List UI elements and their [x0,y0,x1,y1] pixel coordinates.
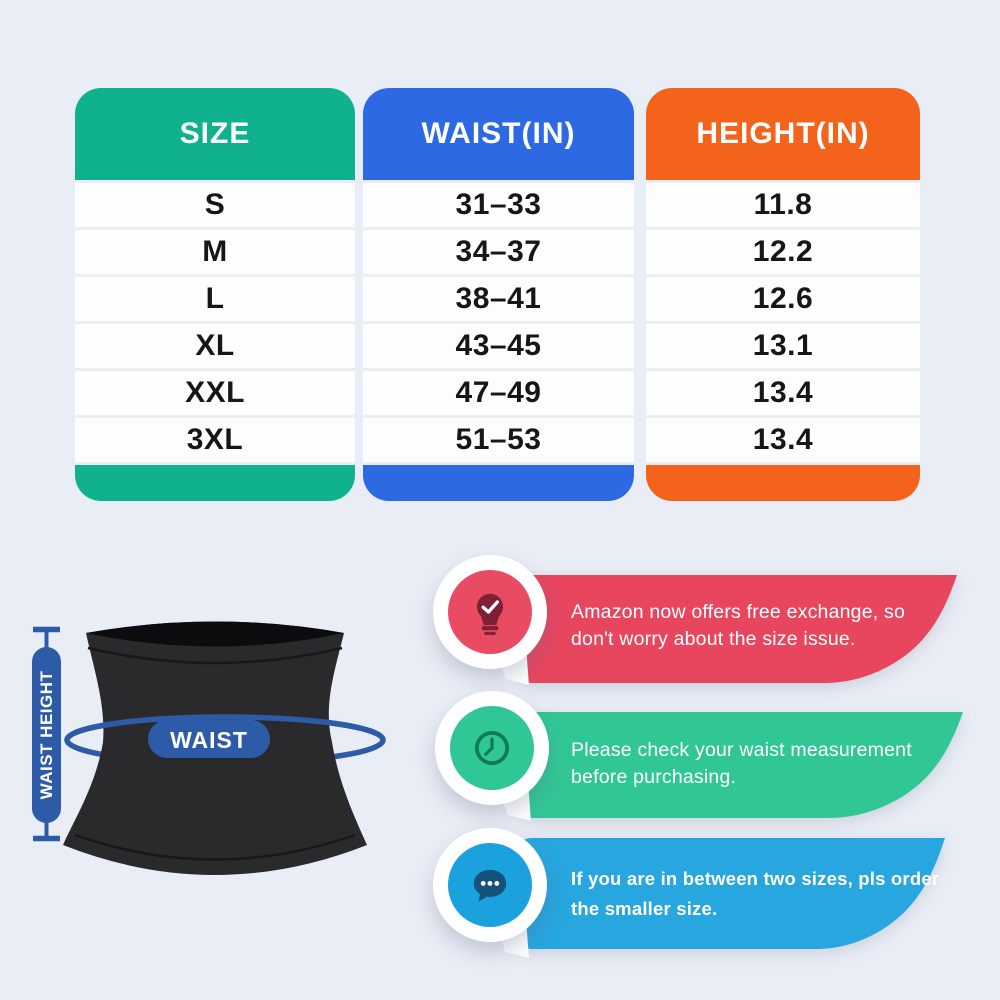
height-cell: 11.8 [646,183,920,227]
height-cell: 13.1 [646,324,920,368]
note-line: If you are in between two sizes, pls order [571,868,940,889]
note-line: the smaller size. [571,898,718,919]
waist-tag-label: WAIST [170,727,248,753]
column-header-size: SIZE [75,88,355,180]
waist-cell: 38–41 [363,277,634,321]
height-cell: 12.6 [646,277,920,321]
waist-cell: 31–33 [363,183,634,227]
size-cell: XXL [75,371,355,415]
clock-badge [435,691,549,805]
note-text [571,599,905,653]
size-column [75,88,355,501]
lightbulb-badge [433,555,547,669]
column-footer-bar [646,465,920,501]
waist-cell: 47–49 [363,371,634,415]
waist-column [363,88,634,501]
note-text [571,737,912,791]
column-footer-bar [363,465,634,501]
height-cell: 13.4 [646,418,920,462]
note-line: Please check your waist measurement [571,739,912,761]
size-cell: L [75,277,355,321]
chat-dots-icon [467,862,513,908]
size-cell: S [75,183,355,227]
size-cell: 3XL [75,418,355,462]
waist-cell: 43–45 [363,324,634,368]
lightbulb-check-icon [467,589,513,635]
waist-trainer-diagram [20,600,450,900]
column-footer-bar [75,465,355,501]
column-header-waist: WAIST(IN) [363,88,634,180]
column-header-height: HEIGHT(IN) [646,88,920,180]
note-line: before purchasing. [571,766,737,788]
height-cell: 12.2 [646,230,920,274]
height-column [646,88,920,501]
size-cell: M [75,230,355,274]
waist-cell: 51–53 [363,418,634,462]
note-text [571,864,939,924]
note-line: Amazon now offers free exchange, so [571,601,905,623]
note-line: don't worry about the size issue. [571,628,856,650]
clock-icon [469,725,515,771]
chat-badge [433,828,547,942]
waist-cell: 34–37 [363,230,634,274]
waist-height-label: WAIST HEIGHT [37,670,56,800]
height-cell: 13.4 [646,371,920,415]
size-cell: XL [75,324,355,368]
size-table [75,88,920,501]
